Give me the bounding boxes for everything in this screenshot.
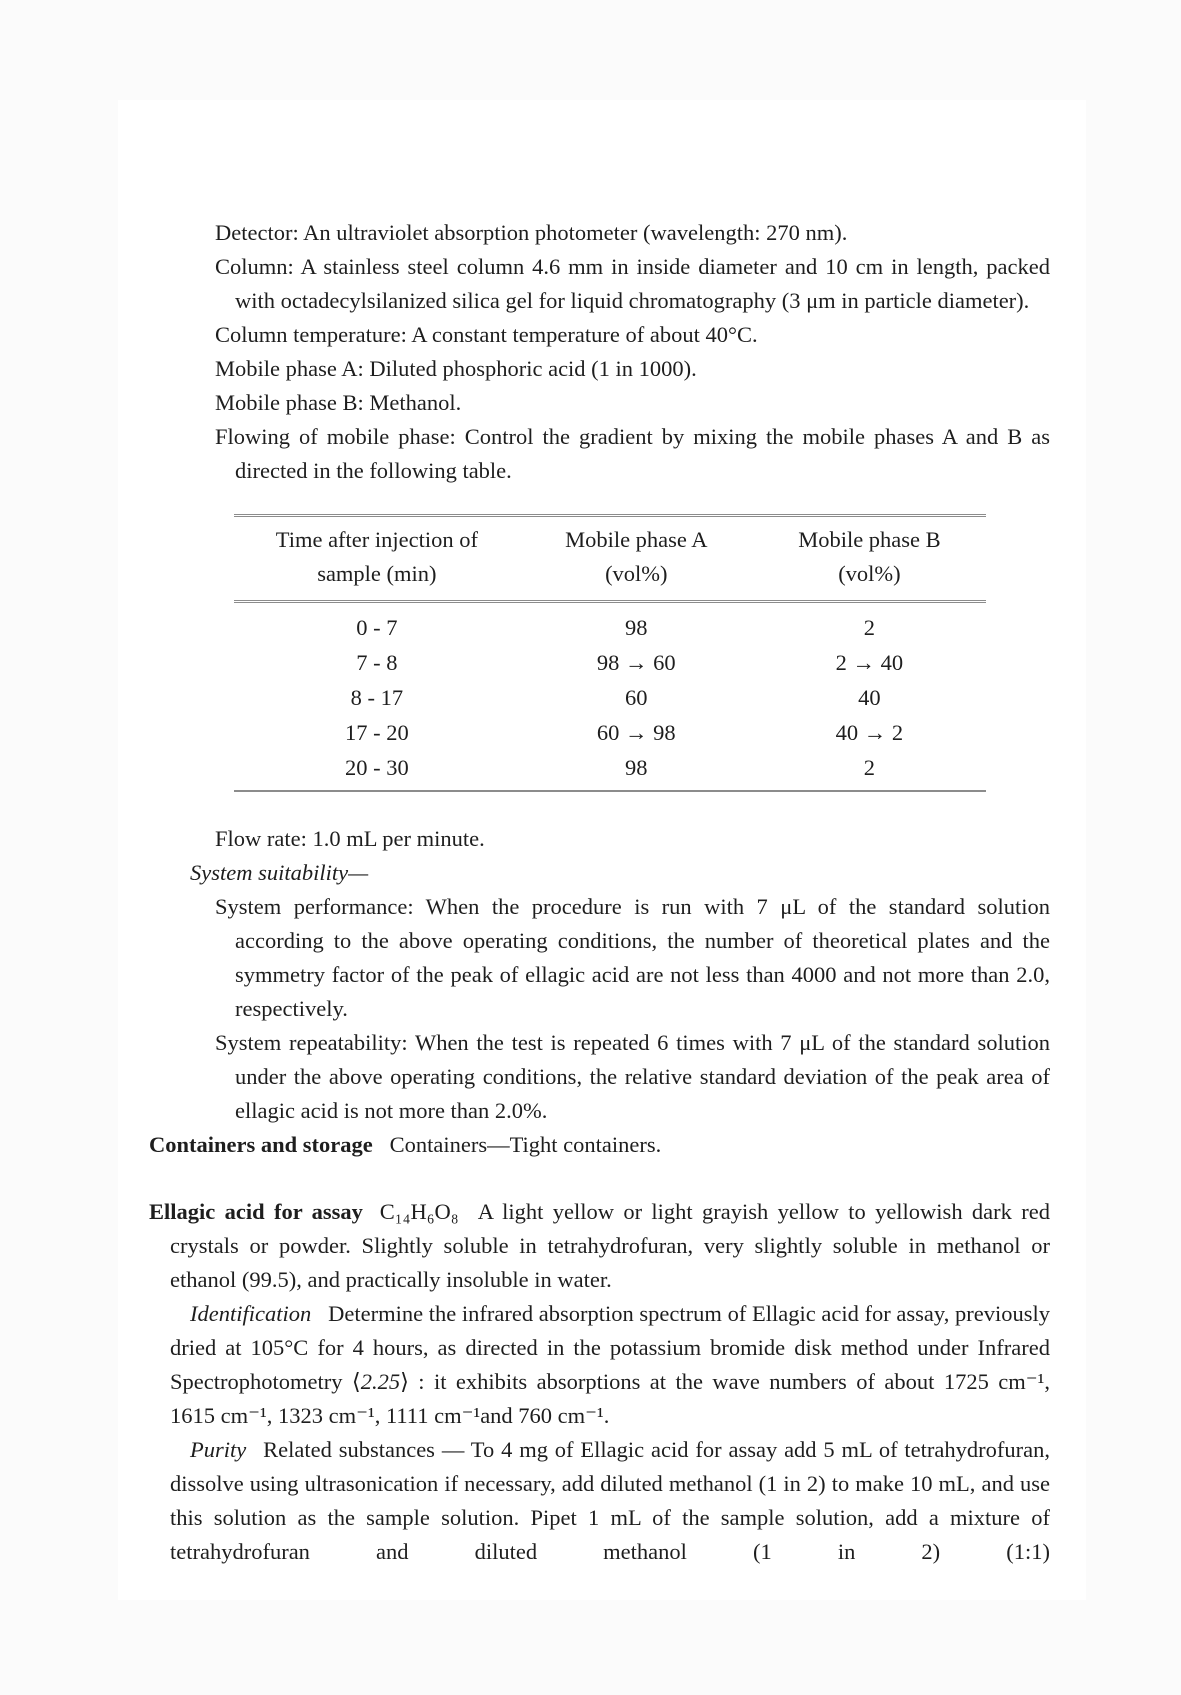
mobile-phase-a-line: Mobile phase A: Diluted phosphoric acid (1 in 1000). [215, 356, 697, 381]
cell-phase-b: 40 [858, 685, 881, 710]
purity-label: Purity [190, 1437, 247, 1462]
identification-label: Identification [190, 1301, 312, 1326]
header-phase-a-line2: (vol%) [605, 561, 668, 586]
system-performance-paragraph: System performance: When the procedure is run with 7 μL of the standard solution according to the above operating conditions, the number of theoretical plates and the symmetry factor of the peak of ellagic acid are not less than 4000 and not more than 2.0, respectively. [215, 894, 1050, 1021]
containers-and-storage-line [149, 1128, 1050, 1162]
header-phase-a-line1: Mobile phase A [565, 527, 708, 552]
header-phase-b-line2: (vol%) [838, 561, 901, 586]
identification-text-pre: Determine the infrared absorption spectrum of Ellagic acid for assay, previously dried at 105°C for 4 hours, as directed in the potassium bromide disk method under Infrared Spectrophotometry ⟨ [170, 1301, 1050, 1394]
cell-phase-a: 60 [625, 685, 648, 710]
table-row [234, 645, 986, 680]
cell-phase-b: 2 [863, 615, 876, 640]
detector-line: Detector: An ultraviolet absorption photometer (wavelength: 270 nm). [215, 220, 848, 245]
cell-time: 0 - 7 [356, 615, 398, 640]
flowing-of-mobile-phase-line: Flowing of mobile phase: Control the gradient by mixing the mobile phases A and B as directed in the following table. [215, 424, 1050, 483]
mobile-phase-b-line: Mobile phase B: Methanol. [215, 390, 462, 415]
header-time-line2: sample (min) [317, 561, 437, 586]
purity-text: Related substances — To 4 mg of Ellagic acid for assay add 5 mL of tetrahydrofuran, dissolve using ultrasonication if necessary, add diluted methanol (1 in 2) to make 10 mL, and use this solution as the sample solution. Pipet 1 mL of the sample solution, add a mixture of tetrahydrofuran and diluted methanol (1 in 2) (1:1) [170, 1437, 1050, 1564]
cell-phase-a: 98 [625, 755, 648, 780]
table-row [234, 715, 986, 750]
table-row [234, 602, 986, 646]
cell-phase-a: 60 → 98 [596, 720, 676, 745]
column-line: Column: A stainless steel column 4.6 mm in inside diameter and 10 cm in length, packed with octadecylsilanized silica gel for liquid chromatography (3 μm in particle diameter). [215, 254, 1050, 313]
cell-phase-b: 2 [863, 755, 876, 780]
gradient-table-header-row [234, 516, 986, 602]
header-time-after-injection [234, 516, 520, 602]
purity-paragraph [170, 1433, 1050, 1569]
cell-time: 20 - 30 [345, 755, 409, 780]
containers-and-storage-label: Containers and storage [149, 1132, 373, 1157]
column-temperature-line: Column temperature: A constant temperature of about 40°C. [215, 322, 758, 347]
cell-time: 17 - 20 [345, 720, 409, 745]
cell-phase-b: 2 → 40 [835, 650, 904, 675]
table-row [234, 680, 986, 715]
cell-phase-a: 98 [625, 615, 648, 640]
cell-time: 8 - 17 [350, 685, 404, 710]
header-mobile-phase-b [753, 516, 986, 602]
cell-time: 7 - 8 [356, 650, 398, 675]
ellagic-acid-formula: C₁₄H₆O₈ [379, 1199, 459, 1224]
ellagic-acid-heading-paragraph [149, 1195, 1050, 1297]
table-row [234, 750, 986, 791]
identification-paragraph [170, 1297, 1050, 1433]
document-page [118, 100, 1086, 1600]
ellagic-acid-heading: Ellagic acid for assay [149, 1199, 363, 1224]
flow-rate-line: Flow rate: 1.0 mL per minute. [215, 826, 485, 851]
identification-reference: 2.25 [360, 1369, 401, 1394]
header-phase-b-line1: Mobile phase B [798, 527, 941, 552]
system-suitability-heading: System suitability— [190, 860, 369, 885]
ellagic-acid-description: A light yellow or light grayish yellow to yellowish dark red crystals or powder. Slightly soluble in tetrahydrofuran, very slightly soluble in methanol or ethanol (99.5), and practically insoluble in water. [170, 1199, 1050, 1292]
gradient-table [234, 514, 986, 792]
cell-phase-a: 98 → 60 [596, 650, 676, 675]
system-repeatability-paragraph: System repeatability: When the test is repeated 6 times with 7 μL of the standard solution under the above operating conditions, the relative standard deviation of the peak area of ellagic acid is not more than 2.0%. [215, 1030, 1050, 1123]
header-mobile-phase-a [520, 516, 753, 602]
cell-phase-b: 40 → 2 [835, 720, 904, 745]
header-time-line1: Time after injection of [275, 527, 478, 552]
containers-and-storage-text: Containers—Tight containers. [389, 1132, 662, 1157]
identification-text-post: ⟩ : it exhibits absorptions at the wave numbers of about 1725 cm⁻¹, 1615 cm⁻¹, 1323 cm⁻¹, 1111 cm⁻¹and 760 cm⁻¹. [170, 1369, 1050, 1428]
